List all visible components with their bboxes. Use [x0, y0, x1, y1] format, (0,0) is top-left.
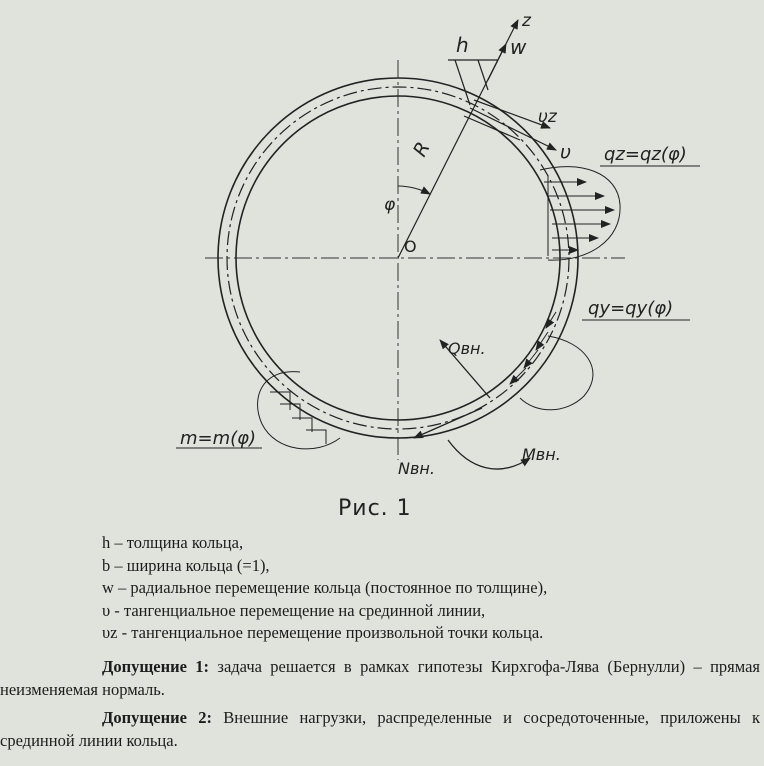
label-m: m=m(φ)	[180, 428, 257, 449]
assumption-2-label: Допущение 2:	[102, 708, 212, 727]
assumption-2-text: Внешние нагрузки, распределенные и сосредоточенные, приложены к срединной линии кольца.	[0, 708, 760, 750]
label-M: Mвн.	[522, 445, 561, 464]
label-qz: qz=qz(φ)	[604, 144, 687, 165]
label-z: z	[522, 11, 531, 31]
label-R: R	[408, 138, 435, 161]
label-qy: qy=qy(φ)	[588, 298, 674, 319]
label-phi: φ	[384, 195, 396, 215]
assumption-2	[0, 707, 760, 752]
label-vz: υz	[538, 107, 557, 127]
label-w: w	[510, 35, 527, 59]
assumption-1	[0, 656, 760, 701]
tangential-load-qy	[510, 312, 690, 410]
radial-load-qz	[540, 166, 700, 260]
phi-arc	[398, 186, 430, 194]
figure-caption: Рис. 1	[338, 496, 412, 521]
label-Q: Qвн.	[448, 339, 486, 358]
legend-vz: υz - тангенциальное перемещение произвольной точки кольца.	[102, 623, 544, 642]
assumption-1-label: Допущение 1:	[102, 657, 210, 676]
legend-h: h – толщина кольца,	[102, 533, 244, 552]
label-h: h	[456, 33, 469, 57]
legend	[102, 532, 547, 645]
label-v: υ	[560, 141, 571, 163]
internal-forces	[414, 340, 530, 469]
assumption-1-text: задача решается в рамках гипотезы Кирхгофа-Лява (Бернулли) – прямая неизменяемая нормаль.	[0, 657, 760, 699]
label-N: Nвн.	[398, 459, 435, 478]
legend-b: b – ширина кольца (=1),	[102, 555, 270, 575]
thickness-marker	[448, 60, 498, 105]
legend-w: w – радиальное перемещение кольца (постоянное по толщине),	[102, 578, 548, 597]
legend-v: υ - тангенциальное перемещение на срединной линии,	[102, 600, 486, 620]
label-O: O	[404, 237, 417, 256]
